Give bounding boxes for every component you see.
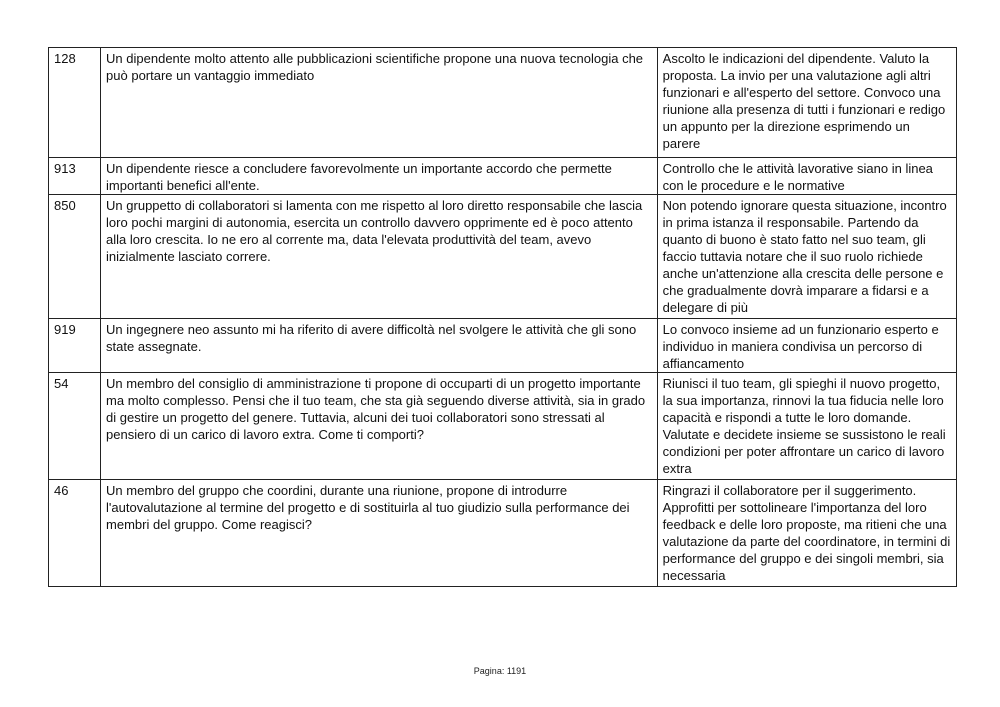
row-answer: Lo convoco insieme ad un funzionario esperto e individuo in maniera condivisa un percorso di affiancamento — [657, 319, 956, 373]
row-id: 850 — [49, 195, 101, 319]
row-answer: Ringrazi il collaboratore per il suggerimento. Approfitti per sottolineare l'importanza del loro feedback e delle loro proposte, ma ritieni che una valutazione da parte del coordinatore, in termini di performance del gruppo e dei singoli membri, sia necessaria — [657, 480, 956, 587]
questions-table — [48, 47, 957, 587]
row-answer: Controllo che le attività lavorative siano in linea con le procedure e le normative — [657, 158, 956, 195]
row-id: 919 — [49, 319, 101, 373]
row-id: 128 — [49, 48, 101, 158]
table-row — [49, 319, 957, 373]
table-row — [49, 195, 957, 319]
row-question: Un membro del gruppo che coordini, durante una riunione, propone di introdurre l'autovalutazione al termine del progetto e di sostituirla al tuo giudizio sulla performance dei membri del gruppo. Come reagisci? — [101, 480, 658, 587]
row-id: 46 — [49, 480, 101, 587]
row-answer: Ascolto le indicazioni del dipendente. Valuto la proposta. La invio per una valutazione agli altri funzionari e all'esperto del settore. Convoco una riunione alla presenza di tutti i funzionari e redigo un appunto per la direzione esprimendo un parere — [657, 48, 956, 158]
row-question: Un gruppetto di collaboratori si lamenta con me rispetto al loro diretto responsabile che lascia loro pochi margini di autonomia, esercita un controllo davvero opprimente ed è poco attento alla loro crescita. Io ne ero al corrente ma, data l'elevata produttività del team, avevo inizialmente lasciato correre. — [101, 195, 658, 319]
row-question: Un dipendente riesce a concludere favorevolmente un importante accordo che permette importanti benefici all'ente. — [101, 158, 658, 195]
row-question: Un ingegnere neo assunto mi ha riferito di avere difficoltà nel svolgere le attività che gli sono state assegnate. — [101, 319, 658, 373]
row-id: 913 — [49, 158, 101, 195]
table-row — [49, 48, 957, 158]
table-row — [49, 373, 957, 480]
page-number: Pagina: 1191 — [473, 666, 527, 676]
table-row — [49, 480, 957, 587]
row-answer: Riunisci il tuo team, gli spieghi il nuovo progetto, la sua importanza, rinnovi la tua fiducia nelle loro capacità e rispondi a tutte le loro domande. Valutate e decidete insieme se sussistono le reali condizioni per poter affrontare un carico di lavoro extra — [657, 373, 956, 480]
row-question: Un membro del consiglio di amministrazione ti propone di occuparti di un progetto importante ma molto complesso. Pensi che il tuo team, che sta già seguendo diverse attività, sia in grado di gestire un progetto del genere. Tuttavia, alcuni dei tuoi collaboratori sono stressati al pensiero di un carico di lavoro extra. Come ti comporti? — [101, 373, 658, 480]
row-question: Un dipendente molto attento alle pubblicazioni scientifiche propone una nuova tecnologia che può portare un vantaggio immediato — [101, 48, 658, 158]
row-answer: Non potendo ignorare questa situazione, incontro in prima istanza il responsabile. Partendo da quanto di buono è stato fatto nel suo team, gli faccio tuttavia notare che il suo ruolo richiede anche un'attenzione alla crescita delle persone e che gradualmente dovrà imparare a fidarsi e a delegare di più — [657, 195, 956, 319]
row-id: 54 — [49, 373, 101, 480]
table-row — [49, 158, 957, 195]
